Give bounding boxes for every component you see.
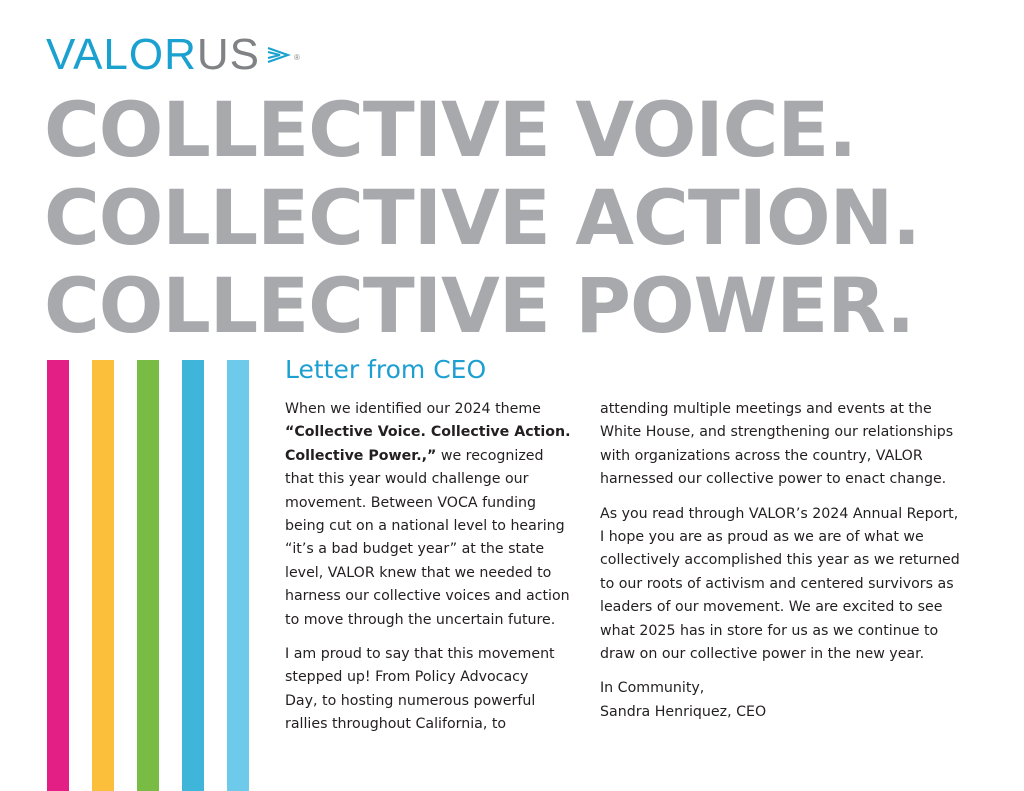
text-line: harnessed our collective power to enact change. bbox=[600, 471, 947, 488]
letter-column-2 bbox=[600, 398, 980, 735]
headline-line-1: COLLECTIVE VOICE. bbox=[44, 85, 857, 174]
text-line: draw on our collective power in the new year. bbox=[600, 646, 925, 663]
stripe-blue bbox=[182, 360, 204, 791]
paragraph-4 bbox=[600, 503, 980, 667]
theme-quote-line-2: Collective Power.,” bbox=[285, 447, 437, 464]
paragraph-1 bbox=[285, 398, 577, 632]
text-line: rallies throughout California, to bbox=[285, 716, 507, 733]
letter-column-1 bbox=[285, 398, 577, 748]
text-line: being cut on a national level to hearing bbox=[285, 518, 565, 535]
text-line: attending multiple meetings and events at the bbox=[600, 401, 932, 417]
text-line: Day, to hosting numerous powerful bbox=[285, 692, 536, 709]
headline-line-3: COLLECTIVE POWER. bbox=[44, 261, 915, 350]
logo-text-us: US bbox=[196, 30, 261, 79]
logo-text-valor: VALOR bbox=[46, 30, 197, 79]
registered-mark: ® bbox=[294, 53, 301, 62]
stripe-green bbox=[137, 360, 159, 791]
text-line: White House, and strengthening our relationships bbox=[600, 424, 954, 441]
text-line: to our roots of activism and centered survivors as bbox=[600, 575, 954, 592]
stripe-yellow bbox=[92, 360, 114, 791]
text-line: As you read through VALOR’s 2024 Annual Report, bbox=[600, 505, 959, 522]
paragraph-3 bbox=[600, 398, 980, 492]
text-line: leaders of our movement. We are excited to see bbox=[600, 599, 943, 616]
text-line: I am proud to say that this movement bbox=[285, 646, 555, 663]
text-line: movement. Between VOCA funding bbox=[285, 494, 537, 511]
stripe-light-blue bbox=[227, 360, 249, 791]
text-line: that this year would challenge our bbox=[285, 471, 529, 488]
chevron-logo-icon bbox=[266, 46, 292, 64]
stripe-magenta bbox=[47, 360, 69, 791]
sign-off bbox=[600, 677, 980, 724]
text-line: level, VALOR knew that we needed to bbox=[285, 564, 552, 581]
text-line: harness our collective voices and action bbox=[285, 588, 570, 605]
closing-text: In Community, bbox=[600, 680, 705, 697]
paragraph-2 bbox=[285, 643, 577, 737]
signature-text: Sandra Henriquez, CEO bbox=[600, 703, 767, 720]
text-line: I hope you are as proud as we are of what we bbox=[600, 529, 924, 546]
text-line: we recognized bbox=[436, 447, 544, 464]
headline bbox=[44, 86, 1004, 350]
text-line: what 2025 has in store for us as we continue to bbox=[600, 622, 939, 639]
letter-title: Letter from CEO bbox=[285, 355, 487, 384]
theme-quote-line-1: “Collective Voice. Collective Action. bbox=[285, 424, 571, 441]
text-line: When we identified our 2024 theme bbox=[285, 401, 541, 417]
text-line: “it’s a bad budget year” at the state bbox=[285, 541, 545, 558]
headline-line-2: COLLECTIVE ACTION. bbox=[44, 173, 921, 262]
valorus-logo bbox=[46, 30, 301, 80]
text-line: to move through the uncertain future. bbox=[285, 611, 556, 628]
color-stripes bbox=[47, 360, 249, 791]
text-line: with organizations across the country, VALOR bbox=[600, 447, 923, 464]
text-line: stepped up! From Policy Advocacy bbox=[285, 669, 529, 686]
text-line: collectively accomplished this year as we returned bbox=[600, 552, 960, 569]
